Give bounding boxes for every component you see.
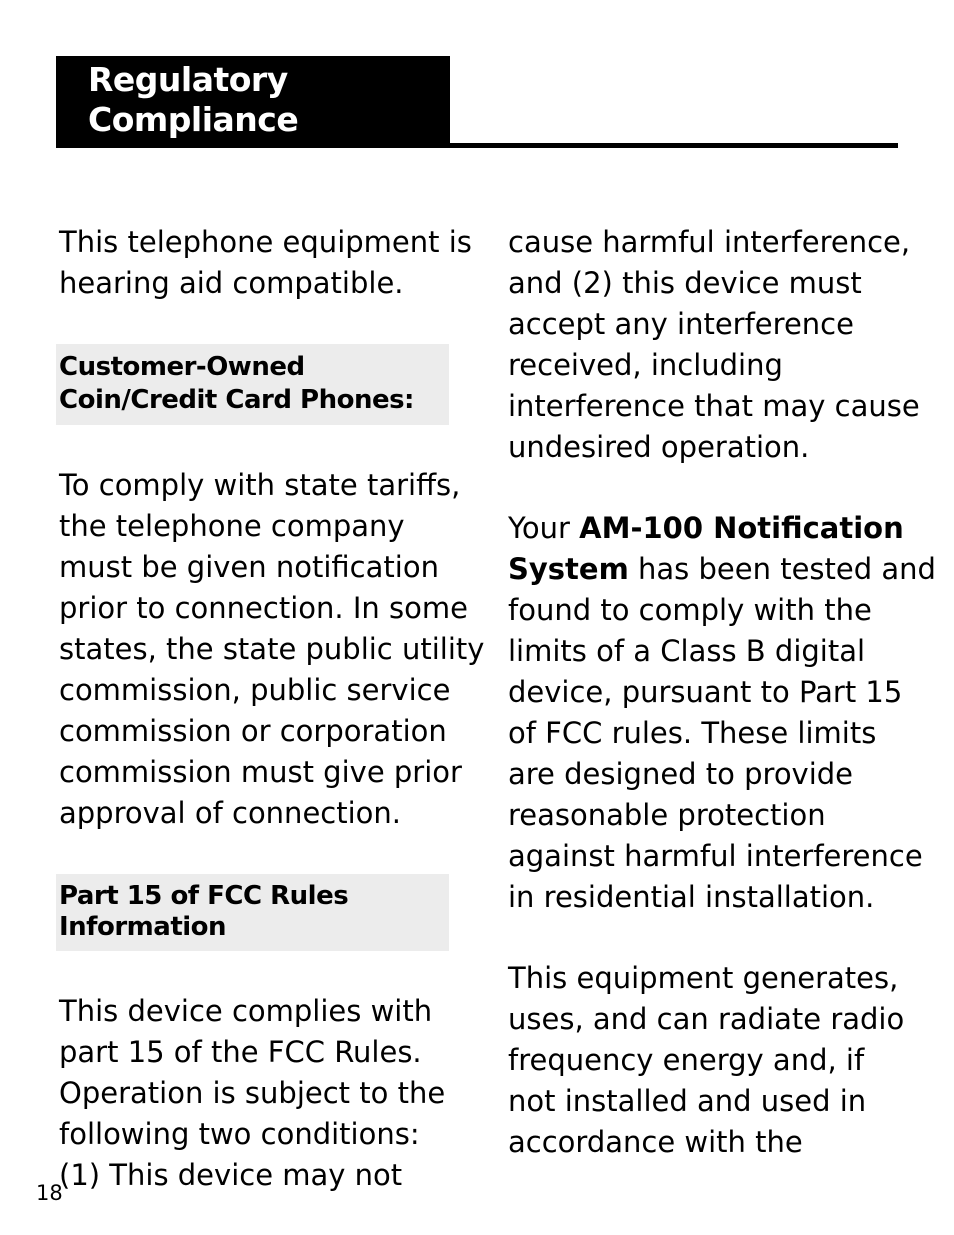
- fcc-part15-heading: [56, 874, 449, 951]
- paragraph-line: found to comply with the: [508, 593, 872, 627]
- paragraph-line: part 15 of the FCC Rules.: [59, 1035, 422, 1069]
- paragraph-line: limits of a Class B digital: [508, 634, 866, 668]
- paragraph-line: Operation is subject to the: [59, 1076, 446, 1110]
- paragraph-line: This equipment generates,: [508, 961, 899, 995]
- section-title-line-1: Regulatory: [88, 60, 288, 99]
- text-run: has been tested and: [628, 552, 936, 586]
- hearing-aid-paragraph: [59, 222, 472, 304]
- heading-line: Customer-Owned: [59, 352, 305, 382]
- heading-line: Coin/Credit Card Phones:: [59, 385, 414, 415]
- paragraph-line: cause harmful interference,: [508, 225, 911, 259]
- radio-energy-paragraph: [508, 958, 908, 1163]
- paragraph-line: device, pursuant to Part 15: [508, 675, 903, 709]
- paragraph-line: of FCC rules. These limits: [508, 716, 877, 750]
- customer-owned-phones-heading: [56, 344, 449, 425]
- paragraph-line: received, including: [508, 348, 783, 382]
- paragraph-line: commission must give prior: [59, 755, 462, 789]
- paragraph-line: accordance with the: [508, 1125, 803, 1159]
- text-run: Your: [508, 511, 580, 545]
- state-tariffs-paragraph: [59, 465, 485, 834]
- paragraph-line: frequency energy and, if: [508, 1043, 865, 1077]
- paragraph-line: must be given notification: [59, 550, 439, 584]
- paragraph-line: the telephone company: [59, 509, 405, 543]
- product-name-bold: AM-100 Notification: [579, 511, 904, 545]
- paragraph-line: commission or corporation: [59, 714, 447, 748]
- section-title-box: [56, 56, 450, 148]
- paragraph-line: accept any interference: [508, 307, 854, 341]
- paragraph-line: following two conditions:: [59, 1117, 420, 1151]
- paragraph-line: This telephone equipment is: [59, 225, 472, 259]
- interference-continuation-paragraph: [508, 222, 920, 468]
- paragraph-line: are designed to provide: [508, 757, 854, 791]
- paragraph-line: in residential installation.: [508, 880, 875, 914]
- left-column: [59, 222, 485, 1196]
- paragraph-line: To comply with state tariffs,: [59, 468, 461, 502]
- right-column: [508, 222, 936, 1163]
- paragraph-line: hearing aid compatible.: [59, 266, 404, 300]
- paragraph-line: uses, and can radiate radio: [508, 1002, 905, 1036]
- paragraph-line: prior to connection. In some: [59, 591, 468, 625]
- product-name-bold: System: [508, 552, 629, 586]
- paragraph-line: This device complies with: [59, 994, 433, 1028]
- paragraph-line: and (2) this device must: [508, 266, 862, 300]
- paragraph-line: [508, 508, 908, 549]
- heading-line: Part 15 of FCC Rules: [59, 881, 349, 911]
- paragraph-line: approval of connection.: [59, 796, 401, 830]
- section-title-line-2: Compliance: [88, 100, 299, 139]
- title-underline-rule: [450, 143, 898, 148]
- class-b-paragraph: [508, 508, 936, 918]
- fcc-compliance-paragraph: [59, 991, 459, 1196]
- paragraph-line: not installed and used in: [508, 1084, 867, 1118]
- heading-line: Information: [59, 912, 227, 942]
- paragraph-line: against harmful interference: [508, 839, 923, 873]
- page-number: 18: [36, 1181, 63, 1205]
- paragraph-line: undesired operation.: [508, 430, 810, 464]
- paragraph-line: reasonable protection: [508, 798, 826, 832]
- paragraph-line: (1) This device may not: [59, 1158, 403, 1192]
- paragraph-line: states, the state public utility: [59, 632, 485, 666]
- paragraph-line: interference that may cause: [508, 389, 920, 423]
- paragraph-line: [508, 549, 936, 590]
- paragraph-line: commission, public service: [59, 673, 451, 707]
